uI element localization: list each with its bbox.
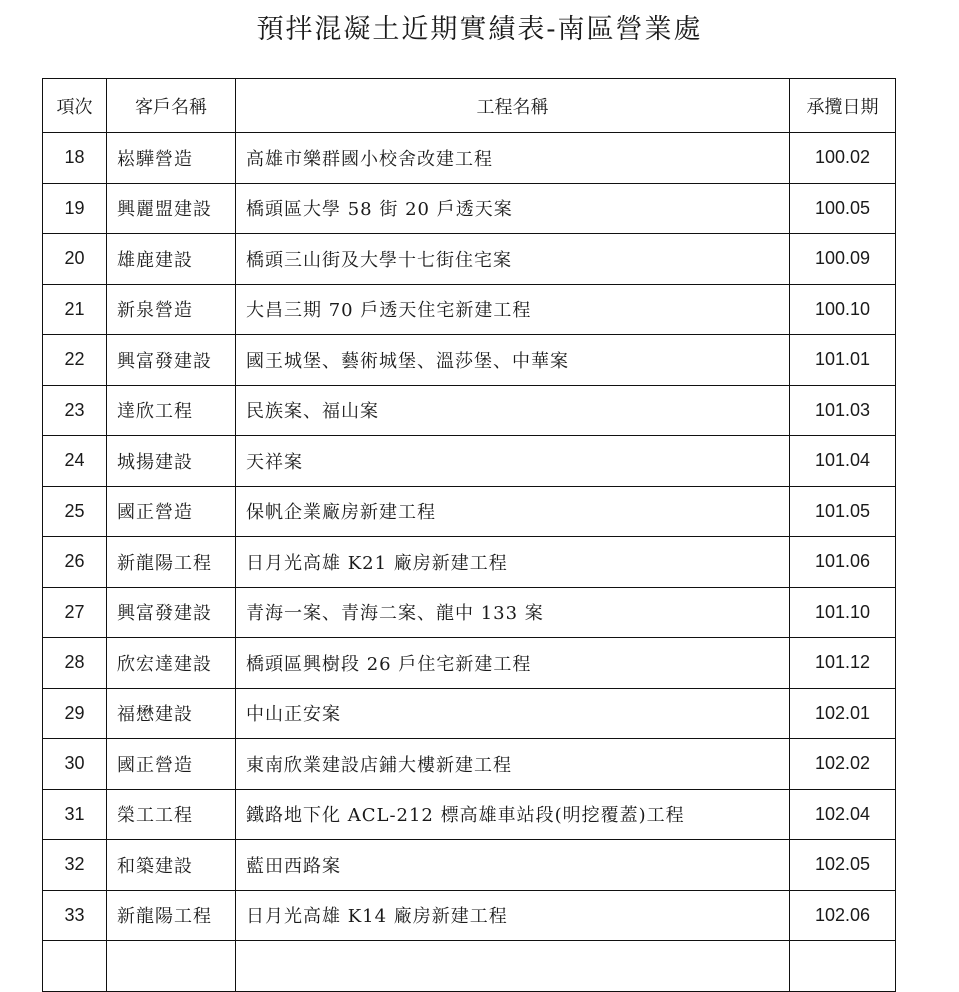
cell-project-name: 國王城堡、藝術城堡、溫莎堡、中華案	[236, 335, 790, 386]
cell-contract-date	[790, 941, 896, 992]
cell-contract-date: 100.09	[790, 234, 896, 285]
table-row	[43, 183, 896, 234]
cell-customer-name: 福懋建設	[107, 688, 236, 739]
cell-customer-name: 榮工工程	[107, 789, 236, 840]
cell-item-number: 31	[43, 789, 107, 840]
cell-project-name: 日月光高雄 K14 廠房新建工程	[236, 890, 790, 941]
cell-item-number: 20	[43, 234, 107, 285]
cell-contract-date: 102.05	[790, 840, 896, 891]
cell-contract-date: 100.05	[790, 183, 896, 234]
header-customer-name: 客戶名稱	[107, 79, 236, 133]
cell-contract-date: 102.04	[790, 789, 896, 840]
table-row	[43, 587, 896, 638]
cell-item-number: 25	[43, 486, 107, 537]
table-row	[43, 436, 896, 487]
table-header-row	[43, 79, 896, 133]
table-row	[43, 284, 896, 335]
records-table	[42, 78, 896, 992]
table-row	[43, 486, 896, 537]
cell-project-name: 橋頭區大學 58 街 20 戶透天案	[236, 183, 790, 234]
cell-item-number: 19	[43, 183, 107, 234]
cell-contract-date: 101.04	[790, 436, 896, 487]
cell-item-number: 23	[43, 385, 107, 436]
cell-customer-name: 新龍陽工程	[107, 890, 236, 941]
table-row	[43, 133, 896, 184]
cell-contract-date: 101.01	[790, 335, 896, 386]
cell-customer-name: 興富發建設	[107, 587, 236, 638]
cell-item-number: 24	[43, 436, 107, 487]
table-body	[43, 133, 896, 992]
table-row	[43, 335, 896, 386]
table-row	[43, 890, 896, 941]
cell-customer-name: 崧驊營造	[107, 133, 236, 184]
cell-project-name: 橋頭三山街及大學十七街住宅案	[236, 234, 790, 285]
cell-item-number: 29	[43, 688, 107, 739]
cell-customer-name: 國正營造	[107, 739, 236, 790]
cell-project-name: 大昌三期 70 戶透天住宅新建工程	[236, 284, 790, 335]
cell-project-name: 天祥案	[236, 436, 790, 487]
table-row	[43, 537, 896, 588]
cell-contract-date: 102.02	[790, 739, 896, 790]
cell-project-name: 民族案、福山案	[236, 385, 790, 436]
cell-project-name: 保帆企業廠房新建工程	[236, 486, 790, 537]
table-row	[43, 941, 896, 992]
cell-contract-date: 101.06	[790, 537, 896, 588]
table-row	[43, 234, 896, 285]
cell-item-number: 33	[43, 890, 107, 941]
cell-contract-date: 102.01	[790, 688, 896, 739]
header-project-name: 工程名稱	[236, 79, 790, 133]
cell-item-number: 32	[43, 840, 107, 891]
cell-project-name: 鐵路地下化 ACL-212 標高雄車站段(明挖覆蓋)工程	[236, 789, 790, 840]
cell-item-number: 27	[43, 587, 107, 638]
cell-project-name	[236, 941, 790, 992]
cell-project-name: 高雄市樂群國小校舍改建工程	[236, 133, 790, 184]
cell-contract-date: 101.12	[790, 638, 896, 689]
cell-customer-name: 雄鹿建設	[107, 234, 236, 285]
table-row	[43, 840, 896, 891]
header-item-number: 項次	[43, 79, 107, 133]
cell-contract-date: 100.10	[790, 284, 896, 335]
cell-customer-name: 和築建設	[107, 840, 236, 891]
document-title: 預拌混凝土近期實績表-南區營業處	[256, 14, 703, 45]
cell-customer-name: 興麗盟建設	[107, 183, 236, 234]
cell-customer-name: 新龍陽工程	[107, 537, 236, 588]
table-row	[43, 638, 896, 689]
cell-item-number: 21	[43, 284, 107, 335]
cell-project-name: 日月光高雄 K21 廠房新建工程	[236, 537, 790, 588]
cell-item-number: 28	[43, 638, 107, 689]
cell-customer-name: 欣宏達建設	[107, 638, 236, 689]
cell-contract-date: 100.02	[790, 133, 896, 184]
cell-project-name: 青海一案、青海二案、龍中 133 案	[236, 587, 790, 638]
cell-item-number: 22	[43, 335, 107, 386]
header-contract-date: 承攬日期	[790, 79, 896, 133]
cell-contract-date: 102.06	[790, 890, 896, 941]
table-row	[43, 739, 896, 790]
cell-customer-name	[107, 941, 236, 992]
cell-customer-name: 新泉營造	[107, 284, 236, 335]
cell-customer-name: 國正營造	[107, 486, 236, 537]
cell-contract-date: 101.03	[790, 385, 896, 436]
table-row	[43, 789, 896, 840]
cell-item-number: 30	[43, 739, 107, 790]
cell-customer-name: 城揚建設	[107, 436, 236, 487]
cell-contract-date: 101.10	[790, 587, 896, 638]
cell-project-name: 中山正安案	[236, 688, 790, 739]
cell-project-name: 藍田西路案	[236, 840, 790, 891]
cell-customer-name: 興富發建設	[107, 335, 236, 386]
cell-contract-date: 101.05	[790, 486, 896, 537]
cell-project-name: 東南欣業建設店鋪大樓新建工程	[236, 739, 790, 790]
table-row	[43, 385, 896, 436]
table-row	[43, 688, 896, 739]
cell-item-number: 18	[43, 133, 107, 184]
cell-item-number	[43, 941, 107, 992]
cell-customer-name: 達欣工程	[107, 385, 236, 436]
cell-project-name: 橋頭區興樹段 26 戶住宅新建工程	[236, 638, 790, 689]
cell-item-number: 26	[43, 537, 107, 588]
